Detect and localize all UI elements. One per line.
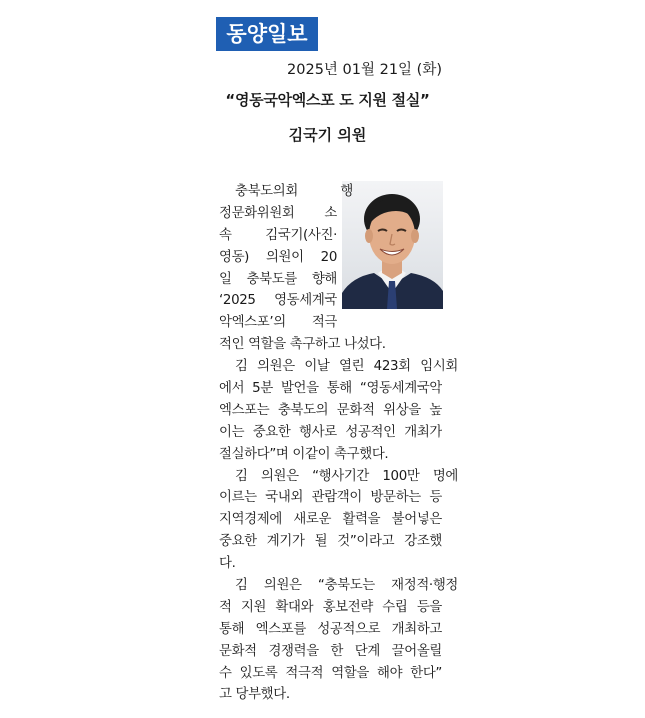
article-body <box>219 181 458 706</box>
body-line: 일 충북도를 향해 <box>219 271 337 287</box>
body-line: 절실하다”며 이같이 촉구했다. <box>219 446 389 462</box>
body-line: 지역경제에 새로운 활력을 불어넣은 <box>219 512 442 528</box>
body-line: 통해 엑스포를 성공적으로 개최하고 <box>219 621 442 637</box>
body-line: 김 의원은 “충북도는 재정적·행정 <box>235 578 458 594</box>
body-line: 적인 역할을 촉구하고 나섰다. <box>219 337 386 353</box>
body-line: 속 김국기(사진· <box>219 227 337 243</box>
body-line: 정문화위원회 소 <box>219 205 337 221</box>
body-line: ‘2025 영동세계국 <box>219 293 337 309</box>
body-line: 이르는 국내외 관람객이 방문하는 등 <box>219 490 442 506</box>
body-line: 중요한 계기가 될 것”이라고 강조했 <box>219 534 442 550</box>
body-line: 악엑스포’의 적극 <box>219 315 337 331</box>
body-line: 이는 중요한 행사로 성공적인 개최가 <box>219 424 442 440</box>
body-line: 영동) 의원이 20 <box>219 249 337 265</box>
body-line: 에서 5분 발언을 통해 “영동세계국악 <box>219 381 442 397</box>
body-line: 엑스포는 충북도의 문화적 위상을 높 <box>219 402 442 418</box>
body-line: 다. <box>219 556 236 572</box>
body-line: 고 당부했다. <box>219 687 290 703</box>
newspaper-logo: 동양일보 <box>216 17 318 51</box>
body-line: 수 있도록 적극적 역할을 해야 한다” <box>219 665 442 681</box>
body-line: 김 의원은 이날 열린 423회 임시회 <box>235 359 458 375</box>
body-line: 적 지원 확대와 홍보전략 수립 등을 <box>219 599 442 615</box>
body-line: 충북도의회 행 <box>235 184 353 199</box>
body-line: 문화적 경쟁력을 한 단계 끌어올릴 <box>219 643 442 659</box>
body-line: 김 의원은 “행사기간 100만 명에 <box>235 468 458 484</box>
article-subhead: 김국기 의원 <box>288 126 367 144</box>
article-date: 2025년 01월 21일 (화) <box>287 62 442 78</box>
article-headline: “영동국악엑스포 도 지원 절실” <box>225 91 430 109</box>
